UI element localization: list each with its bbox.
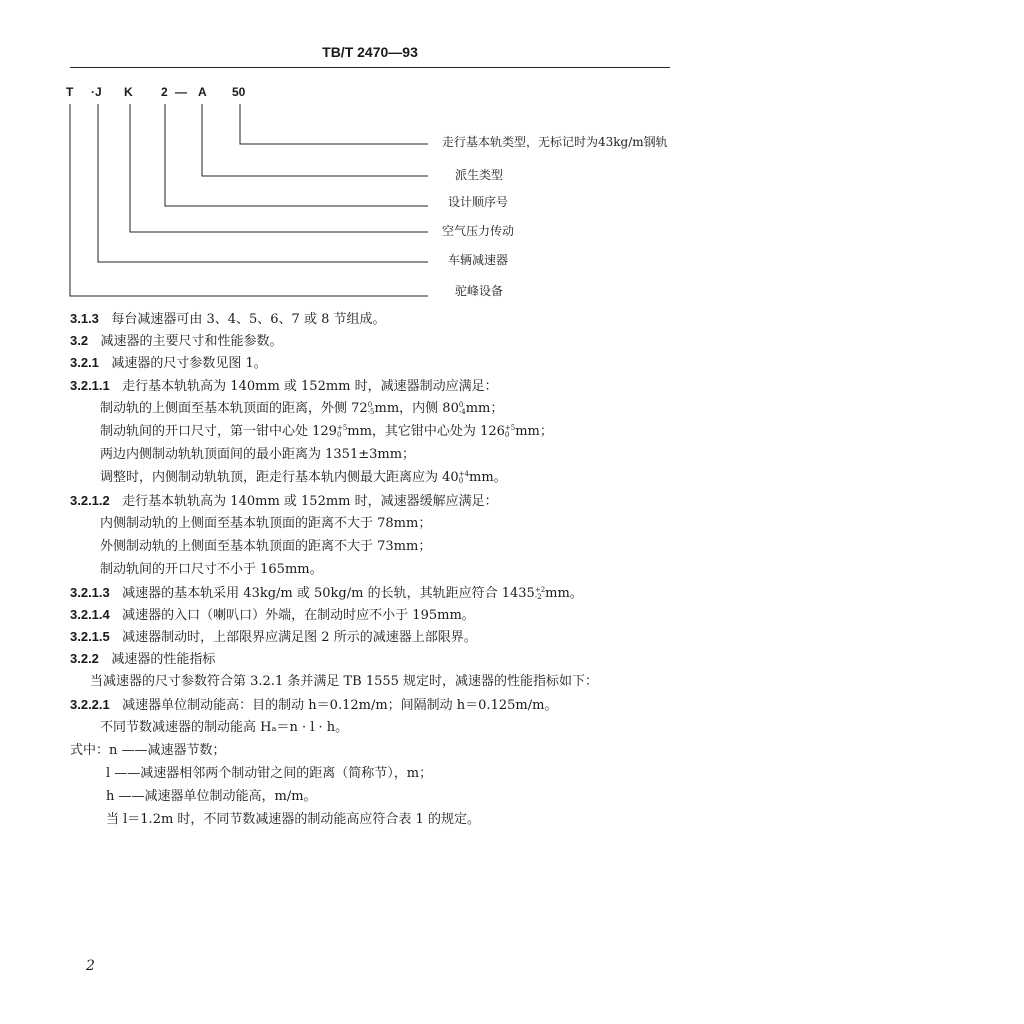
- clause-3-2-1-2: 3.2.1.2 走行基本轨轨高为 140mm 或 152mm 时，减速器缓解应满足：: [70, 493, 498, 509]
- clause-3-2: 3.2 减速器的主要尺寸和性能参数。: [70, 333, 283, 349]
- text-outer-rail: 外侧制动轨的上侧面至基本轨顶面的距离不大于 73mm；: [100, 539, 432, 554]
- text-where-n: 式中：n ——减速器节数；: [70, 743, 226, 758]
- text-where-l: l ——减速器相邻两个制动钳之间的距离（简称节），m；: [106, 766, 433, 781]
- text-inner-rail: 内侧制动轨的上侧面至基本轨顶面的距离不大于 78mm；: [100, 516, 432, 531]
- tolerance: 0 -4: [458, 400, 466, 416]
- legend-derived-type: 派生类型: [455, 168, 504, 182]
- clause-3-2-1: 3.2.1 减速器的尺寸参数见图 1。: [70, 355, 267, 371]
- tolerance: +4 0: [458, 469, 470, 485]
- code-letter-k: K: [124, 85, 133, 99]
- text-where-h: h ——减速器单位制动能高，m/m。: [106, 789, 317, 804]
- code-letter-t: T: [66, 85, 74, 99]
- code-letter-a: A: [198, 85, 207, 99]
- designation-leader-lines: [0, 0, 1024, 320]
- tolerance: +5 0: [504, 423, 516, 439]
- text-brake-rail-distance: 制动轨的上侧面至基本轨顶面的距离，外侧 72 0 -5 mm，内侧 80 0 -4 mm；: [100, 400, 504, 416]
- text-opening-min: 制动轨间的开口尺寸不小于 165mm。: [100, 562, 323, 577]
- page-number: 2: [86, 958, 95, 974]
- code-letter-dash: —: [175, 85, 187, 99]
- text-opening-size: 制动轨间的开口尺寸，第一钳中心处 129 +5 0 mm，其它钳中心处为 126 +5 0 mm；: [100, 423, 553, 439]
- clause-3-2-1-3: 3.2.1.3 减速器的基本轨采用 43kg/m 或 50kg/m 的长轨，其轨距应符合 1435 +2 -2 mm。: [70, 585, 583, 601]
- clause-3-2-2-1: 3.2.2.1 减速器单位制动能高：目的制动 h＝0.12m/m；间隔制动 h＝0.125m/m。: [70, 697, 558, 713]
- code-letter-50: 50: [232, 85, 246, 99]
- tolerance: +5 0: [336, 423, 348, 439]
- tolerance: +2 -2: [534, 585, 546, 601]
- text-table-reference: 当 l＝1.2m 时，不同节数减速器的制动能高应符合表 1 的规定。: [106, 812, 480, 827]
- clause-3-2-1-4: 3.2.1.4 减速器的入口（喇叭口）外端，在制动时应不小于 195mm。: [70, 607, 475, 623]
- clause-3-2-2: 3.2.2 减速器的性能指标: [70, 651, 216, 667]
- text-min-distance: 两边内侧制动轨轨顶面间的最小距离为 1351±3mm；: [100, 447, 416, 462]
- legend-design-sequence: 设计顺序号: [448, 195, 509, 209]
- legend-car-retarder: 车辆减速器: [448, 253, 509, 267]
- clause-3-2-1-5: 3.2.1.5 减速器制动时，上部限界应满足图 2 所示的减速器上部限界。: [70, 629, 477, 645]
- legend-hump-equipment: 驼峰设备: [455, 284, 504, 298]
- text-performance-intro: 当减速器的尺寸参数符合第 3.2.1 条并满足 TB 1555 规定时，减速器的性能指标如下：: [90, 674, 599, 689]
- tolerance: 0 -5: [367, 400, 375, 416]
- code-letter-2: 2: [161, 85, 168, 99]
- clause-3-1-3: 3.1.3 每台减速器可由 3、4、5、6、7 或 8 节组成。: [70, 311, 386, 327]
- standard-number: TB/T 2470—93: [322, 44, 418, 60]
- text-formula: 不同节数减速器的制动能高 Hₐ＝n · l · h。: [100, 720, 349, 735]
- clause-3-2-1-1: 3.2.1.1 走行基本轨轨高为 140mm 或 152mm 时，减速器制动应满足：: [70, 378, 498, 394]
- legend-rail-type: 走行基本轨类型，无标记时为43kg/m钢轨: [442, 135, 668, 149]
- text-adjustment: 调整时，内侧制动轨轨顶，距走行基本轨内侧最大距离应为 40 +4 0 mm。: [100, 469, 507, 485]
- legend-air-pressure-drive: 空气压力传动: [442, 224, 515, 238]
- code-letter-j: ·J: [91, 85, 102, 99]
